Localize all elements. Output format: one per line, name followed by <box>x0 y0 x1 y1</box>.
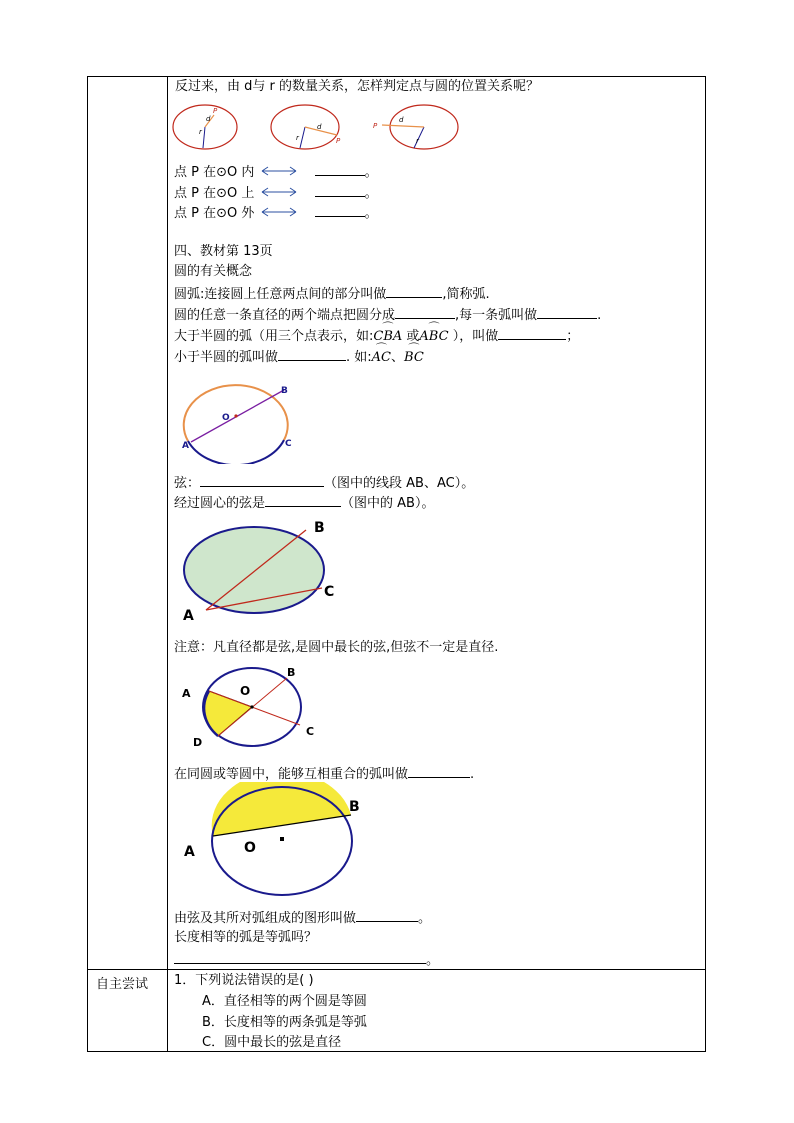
table-row-divider <box>87 969 706 970</box>
svg-text:d: d <box>399 116 404 124</box>
arc-segment-figure <box>178 782 363 898</box>
svg-text:B: B <box>314 520 325 536</box>
question-1: 1．下列说法错误的是( ) <box>174 973 314 988</box>
option-b: B．长度相等的两条弧是等弧 <box>202 1015 367 1030</box>
major-arc-definition: 大于半圆的弧（用三个点表示，如:⌒ CBA 或⌒ ABC ），叫做 ； <box>174 327 579 345</box>
svg-text:C: C <box>324 584 335 600</box>
table-column-divider <box>167 76 168 1052</box>
svg-text:B: B <box>287 666 296 679</box>
svg-text:r: r <box>296 134 299 142</box>
minor-arc-definition: 小于半圆的弧叫做 . 如:⌒ AC、⌒ BC <box>174 348 424 366</box>
svg-text:d: d <box>206 115 211 123</box>
intro-question: 反过来，由 d与 r 的数量关系，怎样判定点与圆的位置关系呢？ <box>175 79 539 94</box>
option-a: A．直径相等的两个圆是等圆 <box>202 994 367 1009</box>
chord-figure <box>178 516 348 622</box>
self-try-label: 自主尝试 <box>96 977 149 992</box>
arc-definition: 圆弧:连接圆上任意两点间的部分叫做 ,简称弧. <box>174 287 490 302</box>
svg-text:P: P <box>373 122 378 130</box>
diameter-note: 注意：凡直径都是弦,是圆中最长的弦,但弦不一定是直径. <box>174 640 499 655</box>
svg-text:A: A <box>182 687 191 700</box>
segment-definition: 由弦及其所对弧组成的图形叫做 。 <box>174 911 432 926</box>
svg-text:r: r <box>416 137 419 145</box>
chord-definition: 弦： （图中的线段 AB、AC）。 <box>174 476 475 491</box>
point-position-figures <box>172 102 464 158</box>
section-subheading: 圆的有关概念 <box>174 264 253 279</box>
intro-row-outside: 点 P 在⊙O 外 。 <box>174 206 378 221</box>
intro-row-inside: 点 P 在⊙O 内 。 <box>174 165 378 180</box>
equal-arc-definition: 在同圆或等圆中，能够互相重合的弧叫做 . <box>174 767 475 782</box>
svg-text:O: O <box>240 684 251 698</box>
svg-text:O: O <box>244 840 256 856</box>
svg-text:B: B <box>281 386 288 396</box>
svg-text:P: P <box>336 137 341 145</box>
svg-text:A: A <box>183 608 194 622</box>
svg-text:C: C <box>285 439 292 449</box>
equal-length-question: 长度相等的弧是等弧吗？ <box>174 930 318 945</box>
svg-text:O: O <box>222 413 230 423</box>
double-arrow-icon <box>259 206 299 222</box>
svg-text:B: B <box>349 799 360 815</box>
svg-text:D: D <box>193 736 203 749</box>
svg-text:r: r <box>199 128 202 136</box>
svg-text:d: d <box>317 123 322 131</box>
double-arrow-icon <box>259 165 299 181</box>
section-heading: 四、教材第 13页 <box>174 244 273 259</box>
diameter-chord: 经过圆心的弦是 （图中的 AB）。 <box>174 496 435 511</box>
arc-figure <box>176 378 296 464</box>
question-answer-line: 。 <box>174 951 439 969</box>
svg-text:A: A <box>182 441 189 451</box>
svg-text:C: C <box>306 725 315 738</box>
intro-row-on: 点 P 在⊙O 上 。 <box>174 186 378 201</box>
diameter-definition: 圆的任意一条直径的两个端点把圆分成 ,每一条弧叫做 . <box>174 308 602 323</box>
svg-text:A: A <box>184 844 195 860</box>
diameter-note-figure <box>176 664 326 750</box>
double-arrow-icon <box>259 186 299 202</box>
svg-text:P: P <box>213 107 218 115</box>
option-c: C．圆中最长的弦是直径 <box>202 1035 342 1050</box>
